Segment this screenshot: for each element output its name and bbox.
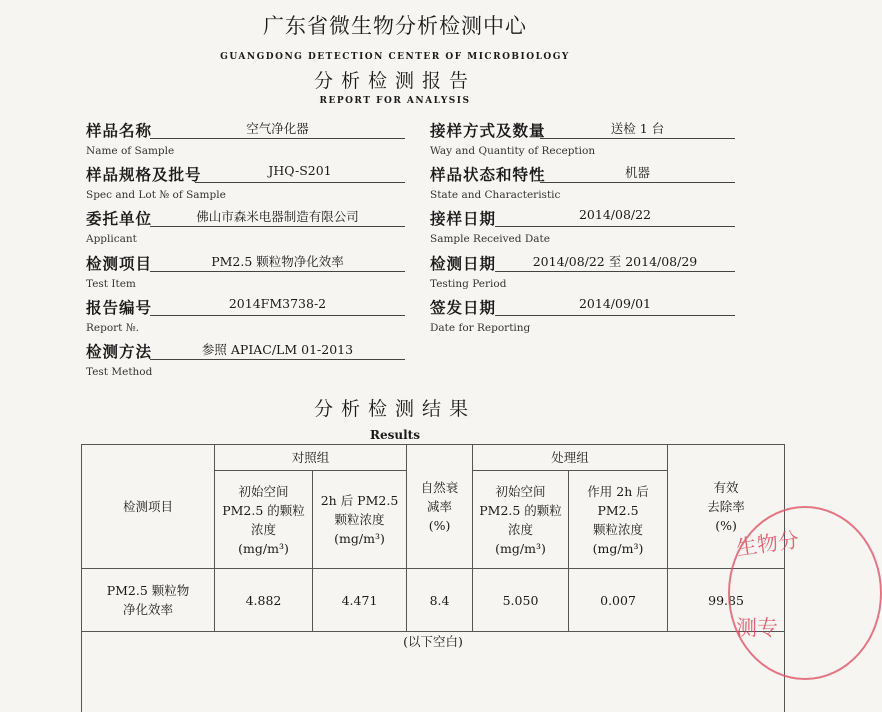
header-unit: (mg/m³) bbox=[495, 540, 546, 556]
field-label-en: Testing Period bbox=[430, 278, 507, 290]
field-value: 佛山市森米电器制造有限公司 bbox=[196, 209, 359, 224]
header-line: 2h 后 PM2.5 bbox=[320, 493, 399, 508]
header-line: 去除率 bbox=[707, 499, 745, 514]
header-line: 初始空间 bbox=[238, 483, 289, 499]
header-unit: (%) bbox=[428, 518, 451, 533]
field-underline bbox=[150, 271, 405, 272]
header-unit: (mg/m³) bbox=[238, 540, 289, 556]
cell-control-after: 4.471 bbox=[313, 569, 407, 632]
field-label-cn: 检测日期 bbox=[430, 254, 497, 273]
header-line: 自然衰 bbox=[420, 480, 459, 495]
cell-treat-initial: 5.050 bbox=[473, 569, 569, 632]
cell-natural-decay: 8.4 bbox=[407, 569, 473, 632]
results-title-en: Results bbox=[370, 428, 420, 442]
unit-text: mg/m³ bbox=[339, 531, 380, 546]
field-value: 空气净化器 bbox=[246, 121, 309, 136]
header-line: 有效 bbox=[713, 480, 739, 495]
header-treat-initial bbox=[473, 471, 569, 569]
field-underline bbox=[150, 138, 405, 139]
official-seal bbox=[728, 506, 882, 680]
header-line: PM2.5 的颗粒 bbox=[222, 502, 305, 518]
results-title-cn: 分析检测结果 bbox=[313, 398, 476, 420]
field-underline bbox=[495, 226, 735, 227]
field-label-en: Date for Reporting bbox=[430, 322, 531, 334]
header-line: 初始空间 bbox=[495, 483, 546, 499]
field-label-en: Sample Received Date bbox=[430, 233, 550, 245]
unit-text: mg/m³ bbox=[243, 540, 284, 556]
field-underline bbox=[195, 182, 405, 183]
field-label-en: Report №. bbox=[86, 322, 140, 334]
cell-treat-after: 0.007 bbox=[569, 569, 668, 632]
field-underline bbox=[150, 226, 405, 227]
field-label-en: Spec and Lot № of Sample bbox=[86, 189, 226, 201]
field-label-cn: 样品状态和特性 bbox=[430, 165, 546, 184]
cell-control-initial: 4.882 bbox=[215, 569, 313, 632]
header-line: 作用 2h 后 bbox=[587, 483, 649, 499]
report-title-en: REPORT FOR ANALYSIS bbox=[319, 96, 471, 106]
report-title-cn: 分析检测报告 bbox=[313, 70, 476, 92]
field-underline bbox=[150, 359, 405, 360]
header-unit: (%) bbox=[715, 518, 737, 533]
field-label-en: Test Item bbox=[86, 278, 136, 290]
field-underline bbox=[540, 138, 735, 139]
field-value: 2014FM3738-2 bbox=[228, 296, 327, 311]
field-label-cn: 样品规格及批号 bbox=[86, 165, 202, 184]
header-unit: (mg/m³) bbox=[334, 531, 385, 546]
field-label-cn: 签发日期 bbox=[430, 298, 497, 317]
header-natural-decay bbox=[407, 445, 473, 569]
field-label-en: Test Method bbox=[86, 366, 153, 378]
field-value: 2014/09/01 bbox=[578, 296, 652, 311]
field-label-en: Way and Quantity of Reception bbox=[430, 145, 596, 157]
header-line: PM2.5 的颗粒 bbox=[479, 502, 562, 518]
header-control-after bbox=[313, 471, 407, 569]
header-treat-after bbox=[569, 471, 668, 569]
header-item: 检测项目 bbox=[82, 445, 215, 569]
field-value: 2014/08/22 至 2014/08/29 bbox=[532, 254, 698, 269]
header-line: 颗粒浓度 bbox=[593, 521, 644, 537]
field-label-cn: 委托单位 bbox=[86, 209, 153, 228]
field-value: PM2.5 颗粒物净化效率 bbox=[211, 254, 344, 269]
field-value: 2014/08/22 bbox=[578, 207, 652, 222]
unit-text: mg/m³ bbox=[597, 540, 639, 556]
field-value: 参照 APIAC/LM 01-2013 bbox=[201, 342, 354, 357]
field-label-cn: 检测项目 bbox=[86, 254, 153, 273]
field-label-cn: 接样日期 bbox=[430, 209, 497, 228]
header-treatment-group: 处理组 bbox=[473, 445, 668, 471]
field-label-cn: 检测方法 bbox=[86, 342, 153, 361]
field-underline bbox=[540, 182, 735, 183]
blank-note: (以下空白) bbox=[82, 632, 785, 652]
field-label-en: Name of Sample bbox=[86, 145, 175, 157]
cell-item bbox=[82, 569, 215, 632]
header-line: PM2.5 bbox=[597, 502, 639, 518]
header-line: 浓度 bbox=[508, 521, 534, 537]
org-name-cn: 广东省微生物分析检测中心 bbox=[263, 14, 527, 38]
cell-removal-rate: 99.85 bbox=[668, 569, 785, 632]
field-value: 机器 bbox=[624, 165, 650, 180]
header-line: 颗粒浓度 bbox=[334, 512, 385, 527]
field-value: 送检 1 台 bbox=[610, 121, 665, 136]
header-line: 浓度 bbox=[250, 521, 276, 537]
field-underline bbox=[495, 271, 735, 272]
seal-text-top: 生物分 bbox=[734, 527, 801, 561]
cell-line: PM2.5 颗粒物 bbox=[106, 583, 190, 598]
field-label-en: Applicant bbox=[86, 233, 137, 245]
header-control-initial bbox=[215, 471, 313, 569]
field-value: JHQ-S201 bbox=[268, 163, 332, 178]
header-unit: (mg/m³) bbox=[592, 540, 644, 556]
unit-text: mg/m³ bbox=[500, 540, 541, 556]
cell-line: 净化效率 bbox=[122, 602, 173, 617]
field-underline bbox=[495, 315, 735, 316]
field-label-cn: 样品名称 bbox=[86, 121, 153, 140]
blank-area bbox=[81, 652, 785, 712]
field-label-en: State and Characteristic bbox=[430, 189, 561, 201]
table-row bbox=[82, 569, 785, 632]
results-table bbox=[81, 444, 785, 652]
org-name-en: GUANGDONG DETECTION CENTER OF MICROBIOLOGY bbox=[220, 52, 570, 62]
field-underline bbox=[150, 315, 405, 316]
header-line: 减率 bbox=[427, 499, 453, 514]
seal-text-bottom: 测专 bbox=[736, 616, 778, 640]
field-label-cn: 报告编号 bbox=[86, 298, 153, 317]
field-label-cn: 接样方式及数量 bbox=[430, 121, 546, 140]
header-control-group: 对照组 bbox=[215, 445, 407, 471]
